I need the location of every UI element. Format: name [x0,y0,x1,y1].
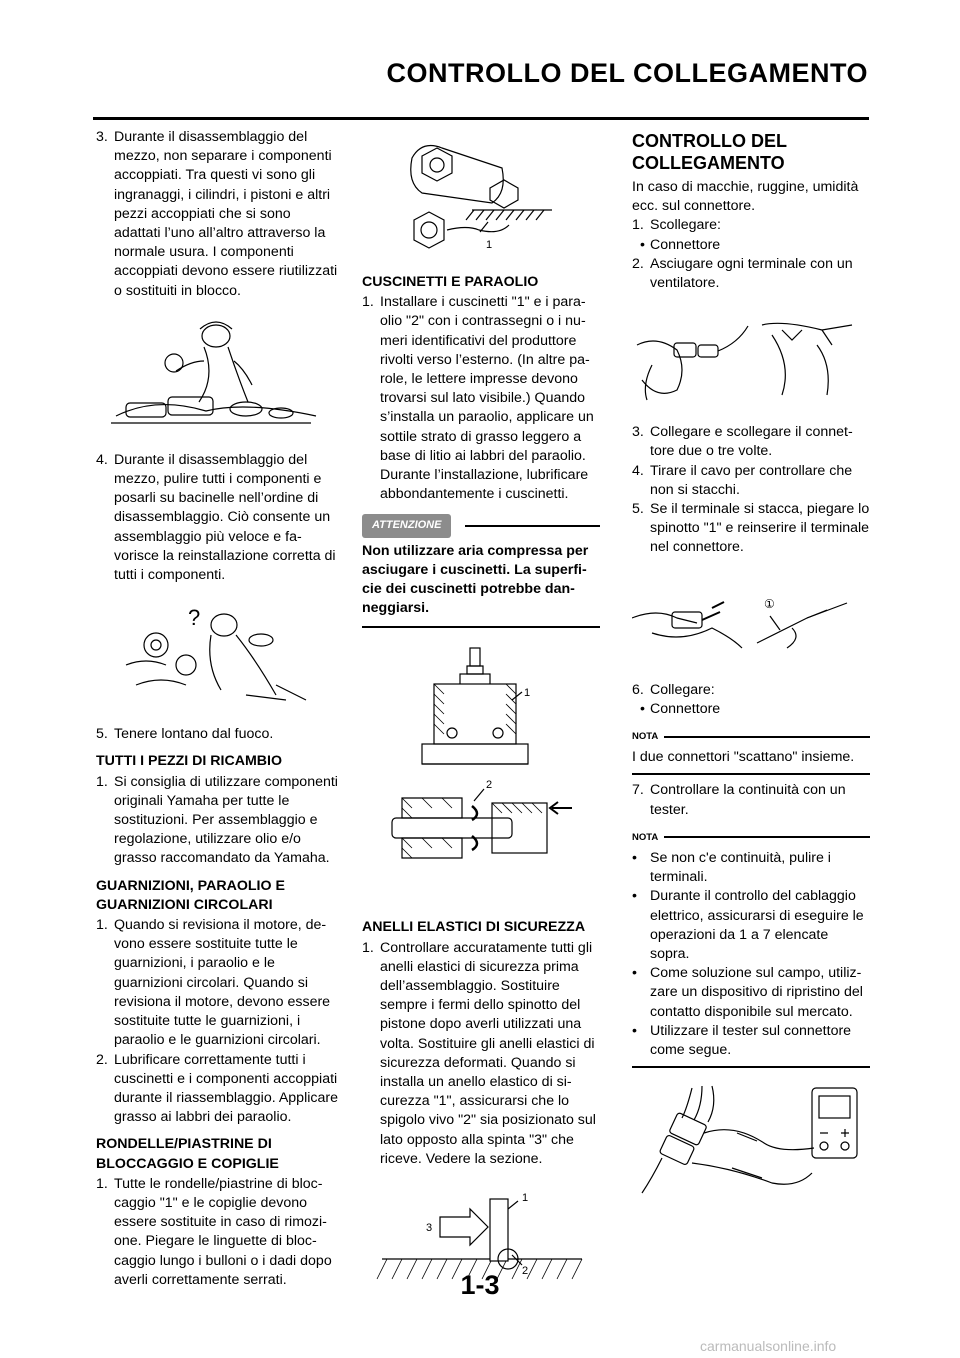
note-header [632,828,870,847]
note-label: NOTA [632,731,659,743]
bullet-item: • Durante il controllo del cablaggio elettrico, assicurarsi di eseguire le operazioni da 1 a 7 elencate sopra. [632,888,864,963]
page-number: 1-3 [460,1270,500,1300]
lock-washer-diagram [362,128,600,263]
connector-drying-illustration [632,315,870,405]
bullet-item: • Connettore [640,236,721,253]
list-item: 2. Asciugare ogni terminale con un ventilatore. [632,255,853,292]
tester-illustration [632,1078,870,1208]
section-heading: RONDELLE/PIASTRINE DI BLOCCAGGIO E COPIGLIE [96,1136,279,1172]
list-item: 4. Tirare il cavo per controllare che non si stacchi. [632,462,853,498]
diagram-label: 2 [522,1265,529,1278]
section-heading: CUSCINETTI E PARAOLIO [362,274,539,290]
bullet-item: • Utilizzare il tester sul connettore come segue. [632,1022,852,1059]
mechanic-illustration [96,311,338,441]
note-header [632,727,870,746]
diagram-label: ① [764,596,775,611]
diagram-label: 2 [486,779,493,792]
list-item: 6. Collegare: [632,681,715,698]
list-item: 1. Installare i cuscinetti "1" e i paraolio "2" con i contrassegni o i numeri identificativi del produttore rivolti verso l’esterno. (In altre parole, le lettere impresse devono trovarsi sul lato visibile.) Quando s’installa un paraolio, applicare un sottile strato di grasso leggero a base di litio ai labbri del paraolio. Durante l’installazione, lubrificare abbondantemente i cuscinetti. [362,294,594,503]
diagram-label: 1 [522,1192,529,1205]
diagram-label: 1 [486,239,493,251]
list-item: 5. Tenere lontano dal fuoco. [96,726,274,743]
header-rule [93,117,869,120]
list-item: 3. Durante il disassemblaggio del mezzo, non separare i componenti accoppiati. Tra questi vi sono gli ingranaggi, i cilindri, i pistoni e altri pezzi accoppiati che si sono adattati l’uno all’altro attraverso la normale usura. I componenti accoppiati devono essere riutilizzati o sostituiti in blocco. [96,129,338,299]
section-heading: ANELLI ELASTICI DI SICUREZZA [362,919,586,936]
diagram-label: 3 [426,1222,433,1235]
confused-mechanic-illustration [96,595,338,715]
bearing-seal-diagram [362,638,600,908]
list-item: 5. Se il terminale si stacca, piegare lo spinotto "1" e reinserire il terminale nel connettore. [632,501,870,556]
bullet-item: • Connettore [640,700,721,717]
diagram-label: 1 [524,687,531,700]
list-item: 1. Scollegare: [632,217,721,234]
section-heading: GUARNIZIONI, PARAOLIO E GUARNIZIONI CIRCOLARI [96,877,285,913]
note-text: I due connettori "scattano" insieme. [632,749,855,766]
list-item: 2. Lubrificare correttamente tutti i cuscinetti e i componenti accoppiati durante il riassemblaggio. Applicare grasso ai labbri dei paraolio. [96,1051,338,1126]
list-item: 1. Controllare accuratamente tutti gli anelli elastici di sicurezza prima dell’assemblaggio. Sostituire sempre i fermi dello spinotto del pistone dopo averli utilizzati una volta. Sostituire gli anelli elastici di sicurezza deformati. Quando si installa un anello elastico di sicurezza "1", assicurarsi che lo spigolo vivo "2" sia posizionato sul lato opposto alla spinta "3" che riceve. Vedere la sezione. [362,939,596,1167]
list-item: 1. Si consiglia di utilizzare componenti originali Yamaha per tutte le sostituzioni. Per assemblaggio e regolazione, utilizzare olio e/o grasso raccomandato da Yamaha. [96,773,338,867]
section-title: CONTROLLO DEL COLLEGAMENTO [632,131,787,173]
svg-text:?: ? [188,605,201,631]
pin-bending-illustration [632,588,870,663]
bullet-item: • Se non c'e continuità, pulire i terminali. [632,850,831,886]
list-item: 1. Tutte le rondelle/piastrine di bloccaggio "1" e le copiglie devono essere sostituite in caso di rimozione. Piegare le linguette di bloccaggio lungo i bulloni o i dadi dopo averli correttamente serrati. [96,1175,332,1288]
watermark: carmanualsonline.info [700,1338,837,1354]
list-item: 3. Collegare e scollegare il connettore due o tre volte. [632,424,853,460]
page-header-title: CONTROLLO DEL COLLEGAMENTO [386,58,868,88]
warning-badge: ATTENZIONE [362,514,451,537]
column-2 [362,128,600,1299]
warning-header [362,514,600,537]
list-item: 1. Quando si revisiona il motore, devono essere sostituite tutte le guarnizioni, i paraolio e le guarnizioni circolari. Quando si revisiona il motore, devono essere sostituite tutte le guarnizioni, i paraolio e le guarnizioni circolari. [96,917,331,1049]
column-3 [632,128,870,1218]
note-label: NOTA [632,831,659,843]
list-item: 7. Controllare la continuità con un tester. [632,782,846,818]
column-1 [96,128,338,1290]
bullet-item: • Come soluzione sul campo, utilizzare un dispositivo di ripristino del contatto disponibile sul mercato. [632,965,863,1020]
intro-text: In caso di macchie, ruggine, umidità ecc. sul connettore. [632,179,859,215]
section-heading: TUTTI I PEZZI DI RICAMBIO [96,753,283,770]
list-item: 4. Durante il disassemblaggio del mezzo, pulire tutti i componenti e posarli su bacinelle nell’ordine di disassemblaggio. Ciò consente un assemblaggio più veloce e favorisce la reinstallazione corretta di tutti i componenti. [96,451,336,584]
warning-text: Non utilizzare aria compressa per asciugare i cuscinetti. La superficie dei cuscinetti potrebbe danneggiarsi. [362,542,589,617]
